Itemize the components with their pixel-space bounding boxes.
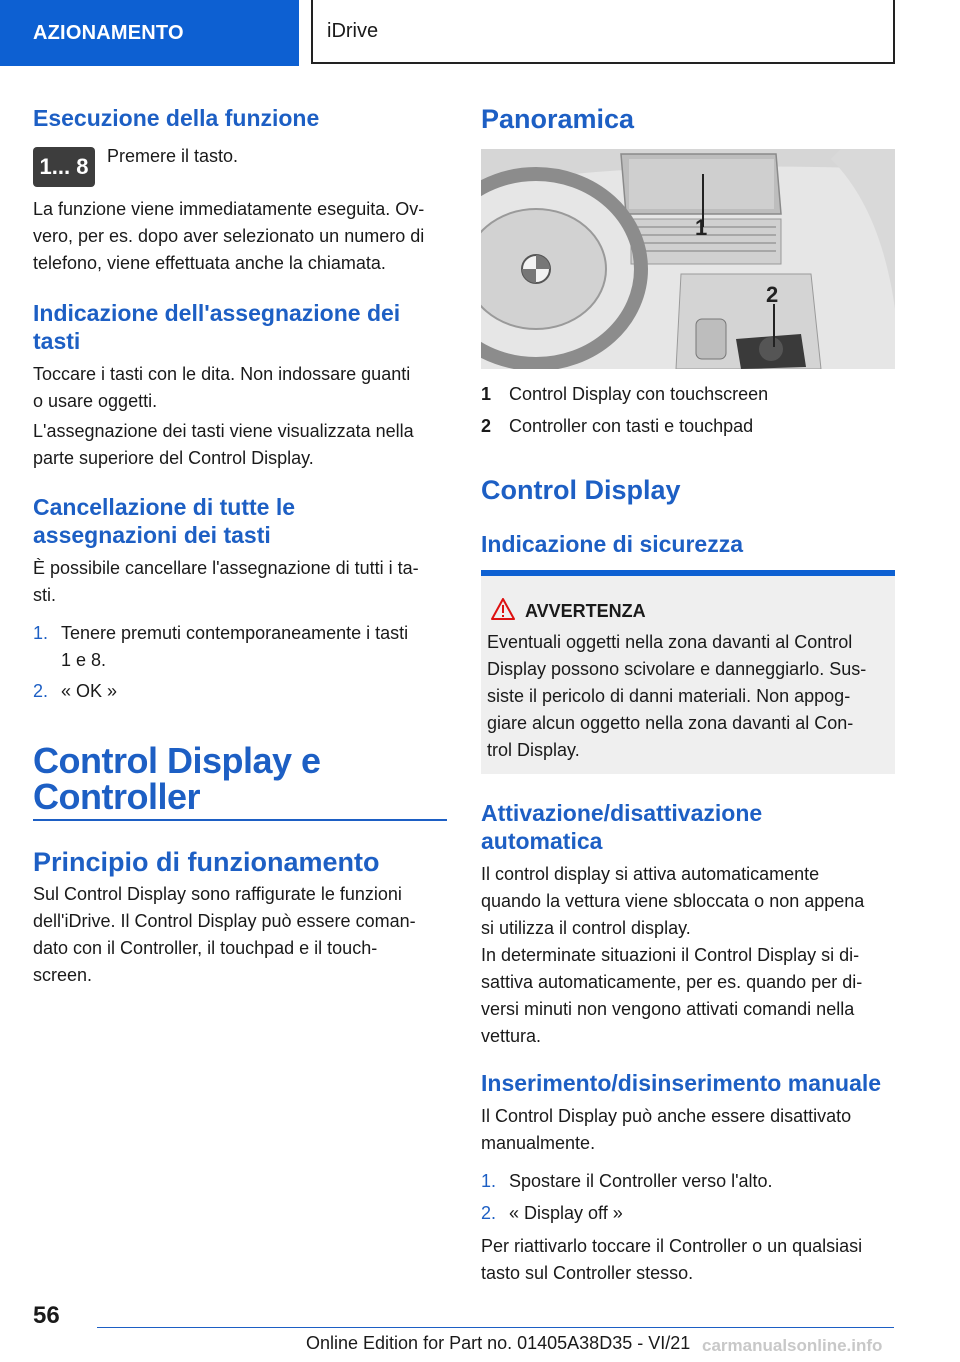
legend-text: Controller con tasti e touchpad <box>509 416 754 436</box>
topic-title: iDrive <box>327 19 379 42</box>
cockpit-illustration <box>481 149 895 369</box>
premere-text: Premere il tasto. <box>107 146 239 166</box>
chapter-rule <box>33 819 447 821</box>
heading-sicurezza: Indicazione di sicurezza <box>481 531 744 557</box>
warning-text-l1: Eventuali oggetti nella zona davanti al Control <box>487 632 853 652</box>
legend-text: Control Display con touchscreen <box>509 384 769 404</box>
step-number: 2. <box>33 681 49 701</box>
paragraph-principio-l2: dell'iDrive. Il Control Display può essere coman- <box>33 911 416 931</box>
heading-attivazione-l1: Attivazione/disattivazione <box>481 800 763 826</box>
watermark-text: carmanualsonline.info <box>702 1336 883 1355</box>
step-number: 2. <box>481 1203 497 1223</box>
paragraph-funzione-l2: vero, per es. dopo aver selezionato un numero di <box>33 226 425 246</box>
paragraph-attiva-l3: si utilizza il control display. <box>481 918 691 938</box>
paragraph-situazioni-l1: In determinate situazioni il Control Display si di- <box>481 945 860 965</box>
step-number: 1. <box>481 1171 497 1191</box>
heading-indicazione-l2: tasti <box>33 328 81 354</box>
page-number: 56 <box>33 1302 60 1329</box>
warning-text-l2: Display possono scivolare e danneggiarlo. Sus- <box>487 659 867 679</box>
paragraph-attiva-l2: quando la vettura viene sbloccata o non appena <box>481 891 865 911</box>
paragraph-principio-l3: dato con il Controller, il touchpad e il touch- <box>33 938 378 958</box>
heading-cancellazione-l2: assegnazioni dei tasti <box>33 522 271 548</box>
heading-principio: Principio di funzionamento <box>33 847 380 877</box>
callout-1: 1 <box>695 215 708 240</box>
paragraph-riattivarlo-l1: Per riattivarlo toccare il Controller o un qualsiasi <box>481 1236 863 1256</box>
paragraph-manuale-l1: Il Control Display può anche essere disattivato <box>481 1106 852 1126</box>
heading-esecuzione: Esecuzione della funzione <box>33 105 320 131</box>
paragraph-riattivarlo-l2: tasto sul Controller stesso. <box>481 1263 694 1283</box>
heading-inserimento: Inserimento/disinserimento manuale <box>481 1070 882 1096</box>
legend-number: 2 <box>481 416 492 436</box>
paragraph-attiva-l1: Il control display si attiva automaticamente <box>481 864 820 884</box>
paragraph-principio-l4: screen. <box>33 965 93 985</box>
heading-indicazione-l1: Indicazione dell'assegnazione dei <box>33 300 401 326</box>
topic-header <box>311 0 895 64</box>
paragraph-situazioni-l2: sattiva automaticamente, per es. quando per di- <box>481 972 863 992</box>
footer-rule <box>97 1327 894 1328</box>
warning-box <box>481 570 895 774</box>
paragraph-toccare-l2: o usare oggetti. <box>33 391 158 411</box>
paragraph-funzione-l3: telefono, viene effettuata anche la chiamata. <box>33 253 386 273</box>
paragraph-toccare-l1: Toccare i tasti con le dita. Non indossare guanti <box>33 364 411 384</box>
heading-control-display: Control Display <box>481 475 681 505</box>
heading-control-display-e-l2: Controller <box>33 776 201 817</box>
section-tab <box>0 0 299 66</box>
step-text-l1: Tenere premuti contemporaneamente i tasti <box>61 623 409 643</box>
heading-attivazione-l2: automatica <box>481 828 603 854</box>
warning-text-l5: trol Display. <box>487 740 580 760</box>
step-text: « Display off » <box>509 1203 623 1223</box>
step-text-l2: 1 e 8. <box>61 650 107 670</box>
heading-control-display-e-l1: Control Display e <box>33 740 321 781</box>
warning-text-l4: giare alcun oggetto nella zona davanti al Con- <box>487 713 854 733</box>
edition-text: Online Edition for Part no. 01405A38D35 - VI/21 <box>306 1333 691 1353</box>
step-text-l1: « OK » <box>61 681 118 701</box>
callout-2: 2 <box>766 282 779 307</box>
paragraph-manuale-l2: manualmente. <box>481 1133 596 1153</box>
warning-triangle-icon <box>491 598 515 620</box>
step-number: 1. <box>33 623 49 643</box>
warning-text-l3: siste il pericolo di danni materiali. Non appog- <box>487 686 851 706</box>
paragraph-principio-l1: Sul Control Display sono raffigurate le funzioni <box>33 884 402 904</box>
heading-panoramica: Panoramica <box>481 104 635 134</box>
paragraph-possibile-l1: È possibile cancellare l'assegnazione di tutti i ta- <box>33 558 419 578</box>
key-1-8-icon <box>33 147 95 187</box>
cockpit-drawing <box>481 149 895 369</box>
legend-number: 1 <box>481 384 492 404</box>
paragraph-funzione-l1: La funzione viene immediatamente eseguita. Ov- <box>33 199 425 219</box>
key-icon-label: 1... 8 <box>39 154 89 179</box>
paragraph-possibile-l2: sti. <box>33 585 57 605</box>
step-text: Spostare il Controller verso l'alto. <box>509 1171 773 1191</box>
paragraph-situazioni-l3: versi minuti non vengono attivati comandi nella <box>481 999 855 1019</box>
warning-title: AVVERTENZA <box>525 601 646 621</box>
paragraph-assegnazione-l1: L'assegnazione dei tasti viene visualizzata nella <box>33 421 414 441</box>
section-title: AZIONAMENTO <box>33 21 184 44</box>
heading-cancellazione-l1: Cancellazione di tutte le <box>33 494 295 520</box>
paragraph-assegnazione-l2: parte superiore del Control Display. <box>33 448 314 468</box>
paragraph-situazioni-l4: vettura. <box>481 1026 542 1046</box>
